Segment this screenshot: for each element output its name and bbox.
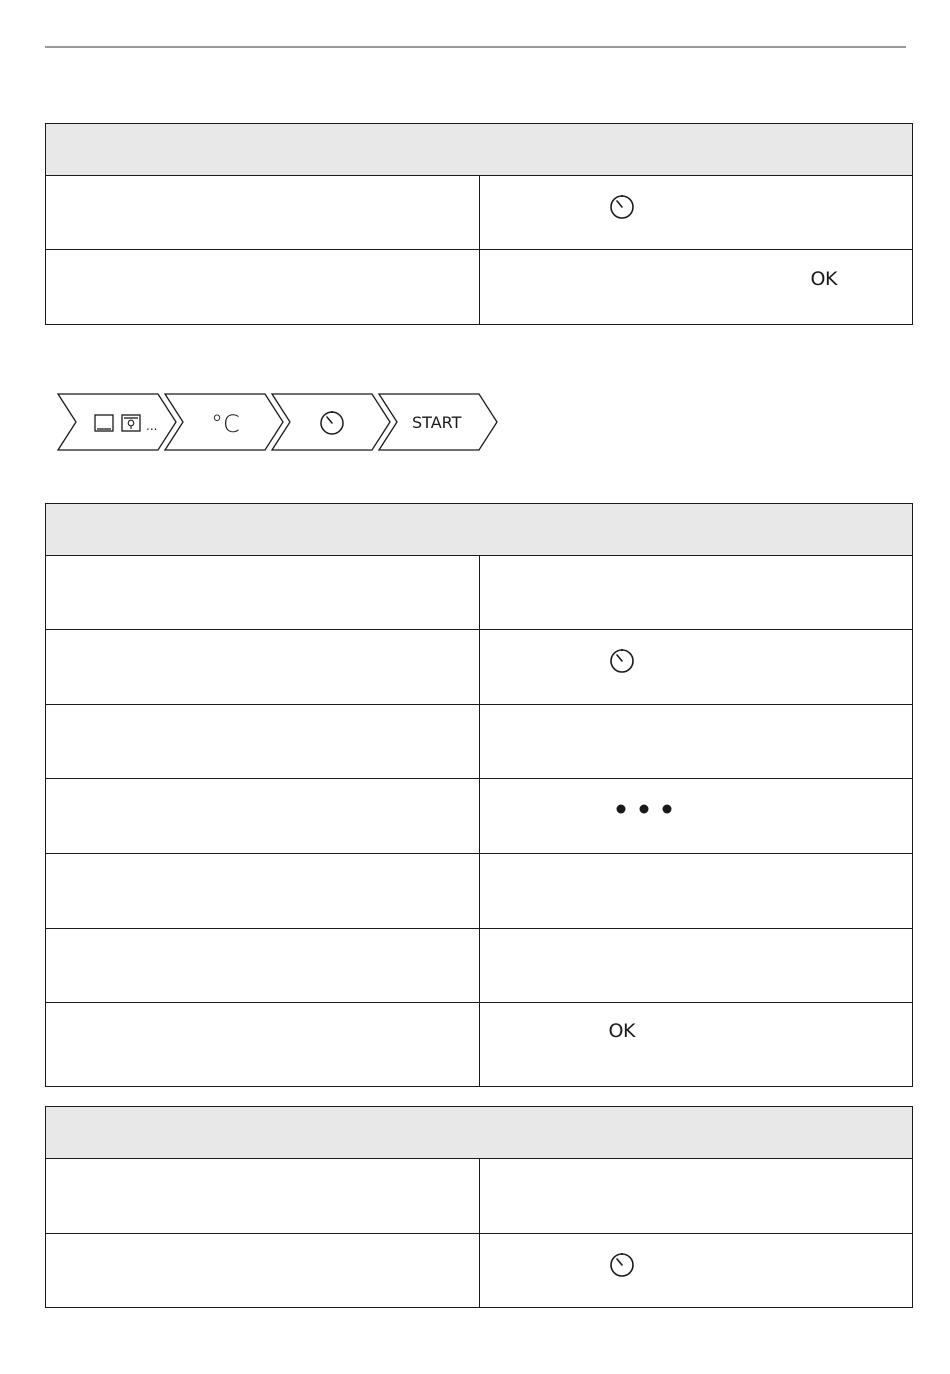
table-header (46, 504, 913, 556)
chevron-oven-functions (58, 394, 176, 450)
step-text-cell (479, 779, 913, 854)
table-header (46, 124, 913, 176)
header-rule (45, 46, 906, 48)
chevron-clock (272, 394, 390, 450)
step-number-cell (46, 630, 480, 705)
step-number-cell (46, 779, 480, 854)
step-text-cell (479, 556, 913, 630)
clock-icon (609, 1251, 635, 1277)
step-text-cell (479, 1003, 913, 1087)
clock-icon (609, 193, 635, 219)
step-text-cell (479, 176, 913, 250)
step-number-cell (46, 705, 480, 779)
start-label: START (412, 413, 462, 432)
step-text-cell (479, 854, 913, 929)
ok-symbol: OK (608, 1020, 635, 1042)
operation-sequence (55, 392, 500, 452)
step-number-cell (46, 556, 480, 630)
step-text-cell (479, 1234, 913, 1308)
clock-icon (609, 647, 635, 673)
table-header (46, 1107, 913, 1159)
step-text-cell (479, 705, 913, 779)
step-number-cell (46, 1159, 480, 1234)
ok-symbol: OK (810, 268, 837, 290)
step-text-cell (479, 1159, 913, 1234)
three-dots-icon (615, 803, 673, 815)
chevron-temperature (165, 394, 283, 450)
step-number-cell (46, 1003, 480, 1087)
steps-table-3 (45, 1106, 913, 1308)
chevron-start (379, 394, 497, 450)
step-text-cell (479, 630, 913, 705)
temperature-label: °C (211, 410, 240, 438)
step-number-cell (46, 250, 480, 325)
steps-table-2 (45, 503, 913, 1087)
step-text-cell (479, 250, 913, 325)
step-number-cell (46, 929, 480, 1003)
step-text-cell (479, 929, 913, 1003)
steps-table-1 (45, 123, 913, 325)
step-number-cell (46, 854, 480, 929)
step-number-cell (46, 1234, 480, 1308)
step-number-cell (46, 176, 480, 250)
more-functions-ellipsis: ... (146, 419, 158, 433)
